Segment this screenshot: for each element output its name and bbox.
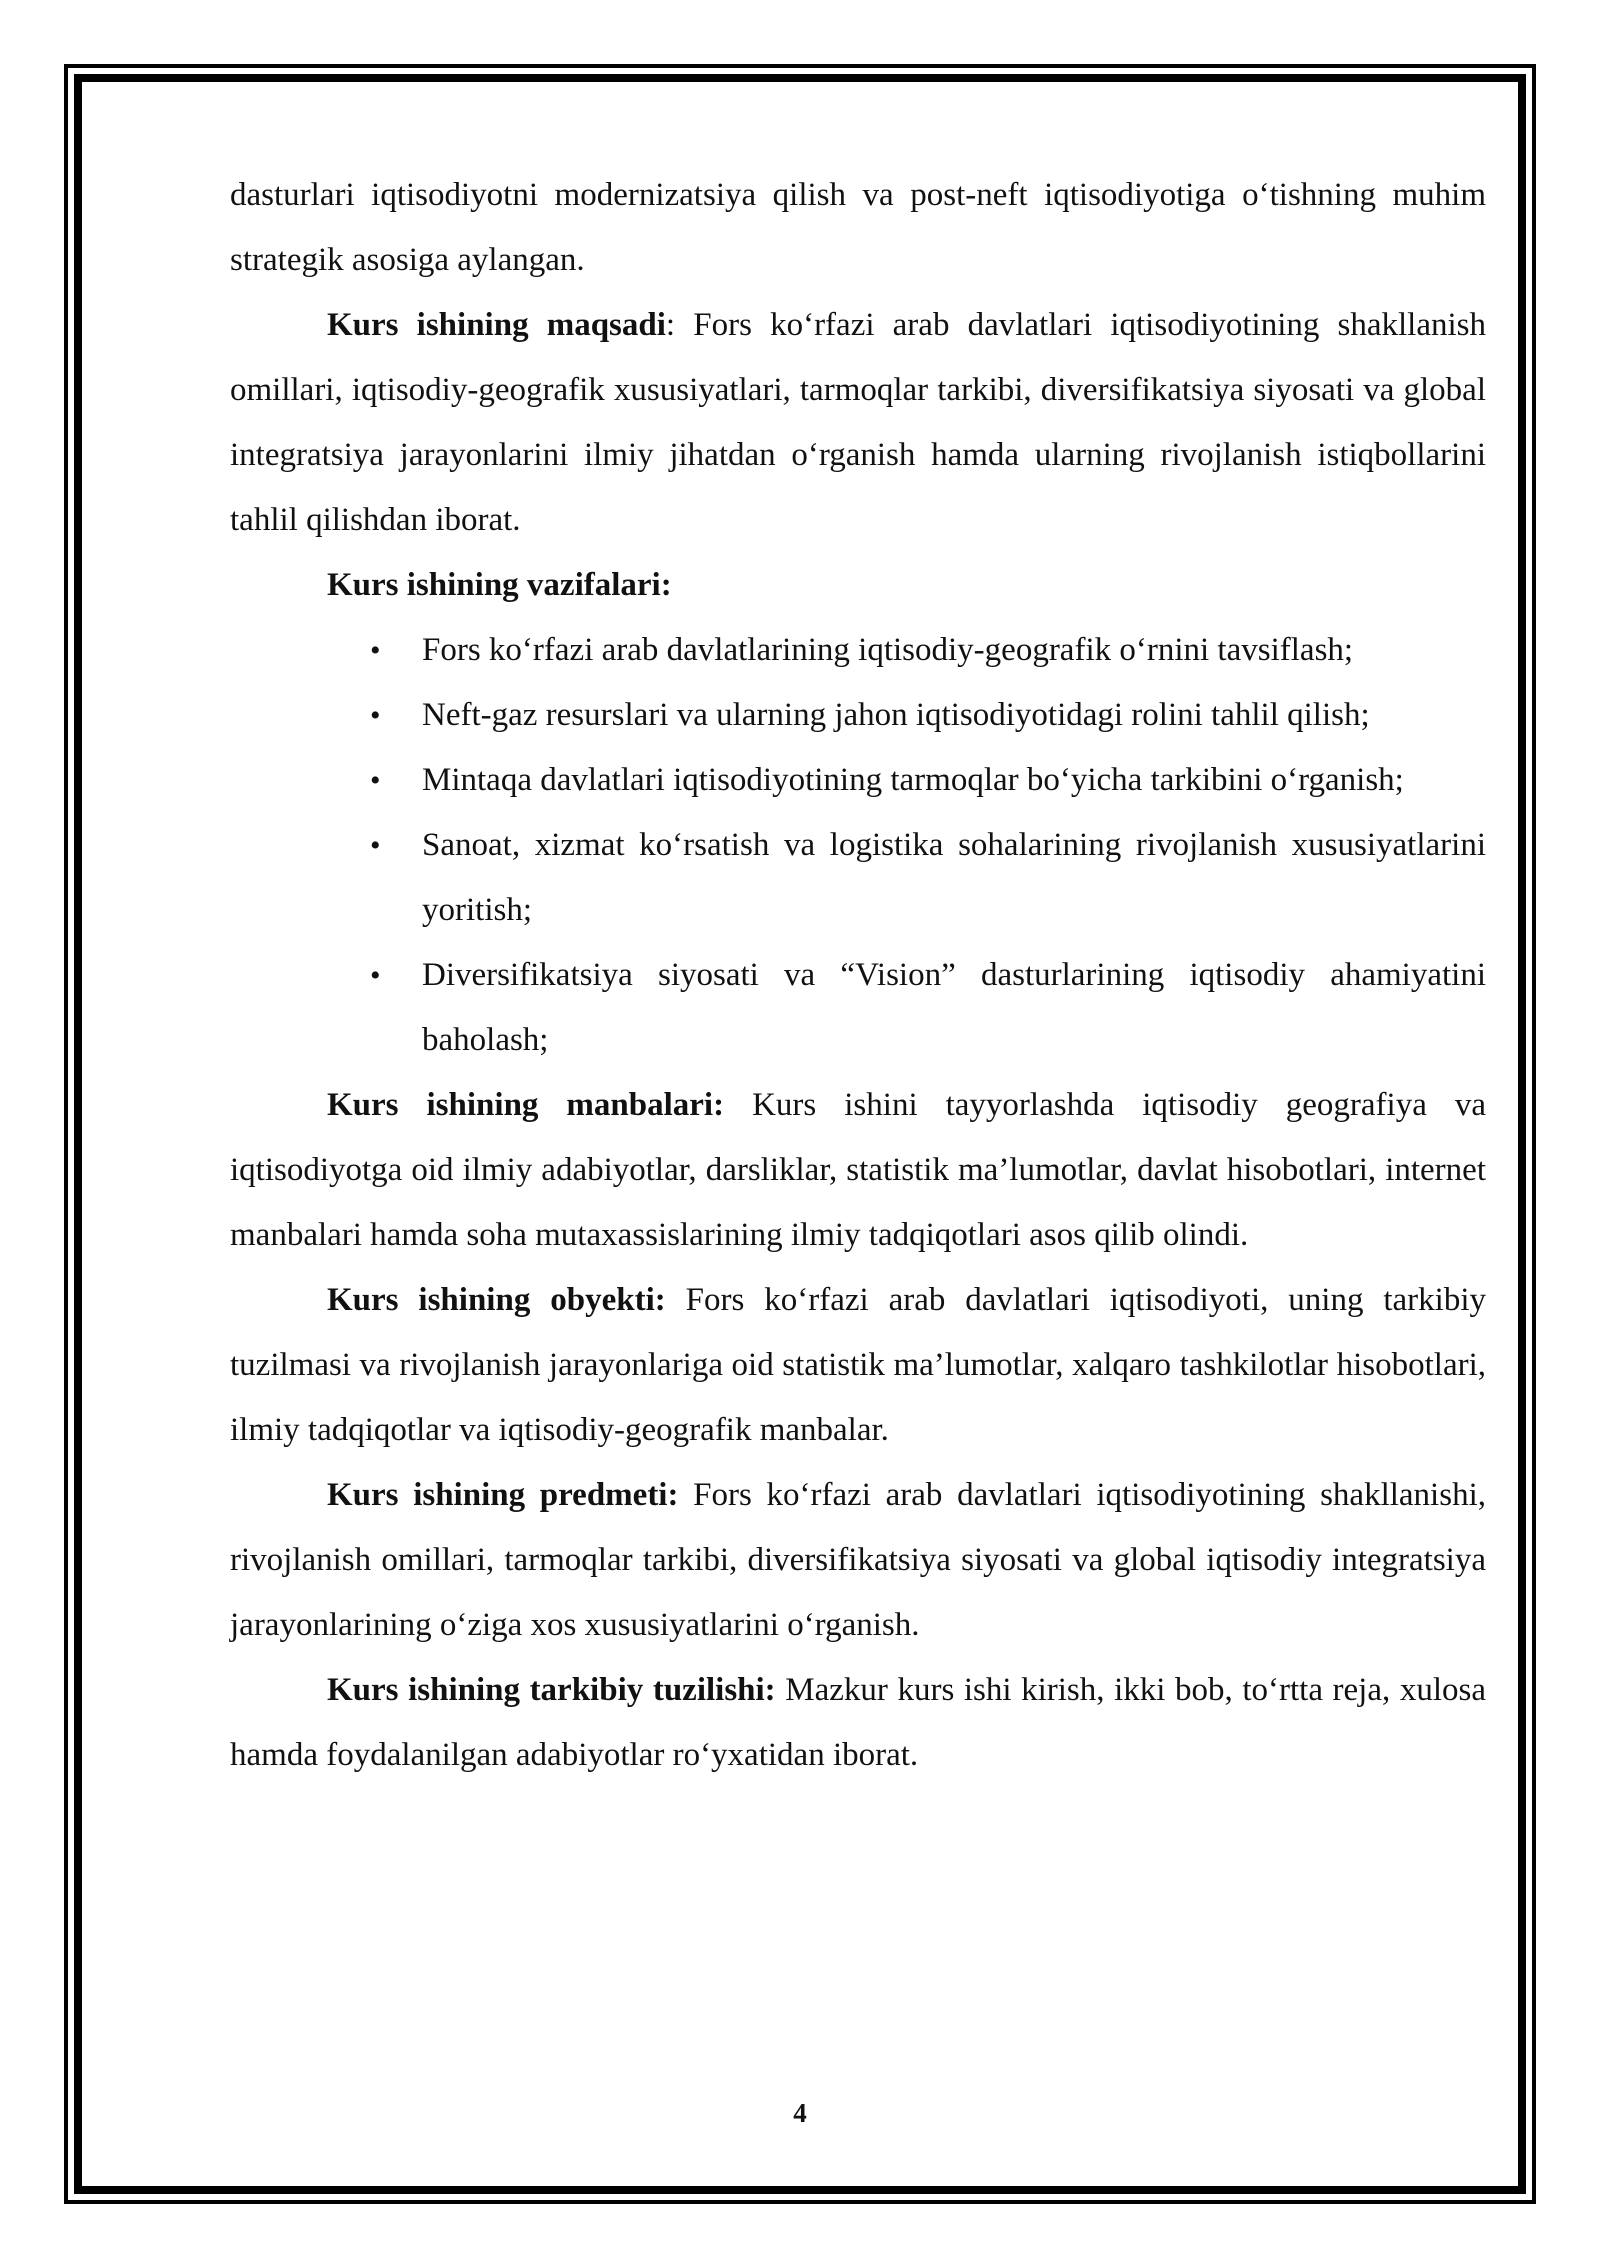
bullet-icon: • [370,829,381,862]
goal-label: Kurs ishining maqsadi [327,307,666,343]
bullet-icon: • [370,764,381,797]
subject-paragraph [230,1463,1486,1658]
sources-label: Kurs ishining manbalari: [327,1087,725,1123]
structure-text: Mazkur kurs ishi kirish, ikki bob, to‘rtta reja, xulosa hamda foydalanilgan adabiyotlar ro‘yxatidan iborat. [230,1672,1486,1773]
object-paragraph [230,1268,1486,1463]
tasks-label: Kurs ishining vazifalari: [327,567,672,603]
tasks-heading [230,553,1486,618]
object-label: Kurs ishining obyekti: [327,1282,666,1318]
goal-paragraph [230,293,1486,553]
bullet-icon: • [370,634,381,667]
sources-paragraph [230,1073,1486,1268]
list-item-text: Diversifikatsiya siyosati va “Vision” dasturlarining iqtisodiy ahamiyatini baholash; [422,957,1486,1058]
list-item-text: Fors ko‘rfazi arab davlatlarining iqtisodiy-geografik o‘rnini tavsiflash; [422,632,1354,668]
subject-label: Kurs ishining predmeti: [327,1477,679,1513]
sources-text: Kurs ishini tayyorlashda iqtisodiy geografiya va iqtisodiyotga oid ilmiy adabiyotlar, darsliklar, statistik ma’lumotlar, davlat hisobotlari, internet manbalari hamda soha mutaxassislarining ilmiy tadqiqotlari asos qilib olindi. [230,1087,1486,1253]
bullet-icon: • [370,699,381,732]
structure-label: Kurs ishining tarkibiy tuzilishi: [327,1672,776,1708]
list-item-text: Neft-gaz resurslari va ularning jahon iqtisodiyotidagi rolini tahlil qilish; [422,697,1370,733]
goal-text: Fors ko‘rfazi arab davlatlari iqtisodiyotining shakllanish omillari, iqtisodiy-geografik xususiyatlari, tarmoqlar tarkibi, diversifikatsiya siyosati va global integratsiya jarayonlarini ilmiy jihatdan o‘rganish hamda ularning rivojlanish istiqbollarini tahlil qilishdan iborat. [230,307,1486,538]
bullet-icon: • [370,959,381,992]
list-item [230,813,1486,943]
document-body [230,163,1486,1788]
list-item [230,748,1486,813]
page-number: 4 [793,2098,807,2128]
subject-text: Fors ko‘rfazi arab davlatlari iqtisodiyotining shakllanishi, rivojlanish omillari, tarmoqlar tarkibi, diversifikatsiya siyosati va global iqtisodiy integratsiya jarayonlarining o‘ziga xos xususiyatlarini o‘rganish. [230,1477,1486,1643]
list-item [230,683,1486,748]
list-item [230,943,1486,1073]
list-item [230,618,1486,683]
paragraph-continuation: dasturlari iqtisodiyotni modernizatsiya qilish va post-neft iqtisodiyotiga o‘tishning muhim strategik asosiga aylangan. [230,177,1486,278]
list-item-text: Sanoat, xizmat ko‘rsatish va logistika sohalarining rivojlanish xususiyatlarini yoritish; [422,827,1486,928]
tasks-list [230,618,1486,1073]
object-text: Fors ko‘rfazi arab davlatlari iqtisodiyoti, uning tarkibiy tuzilmasi va rivojlanish jarayonlariga oid statistik ma’lumotlar, xalqaro tashkilotlar hisobotlari, ilmiy tadqiqotlar va iqtisodiy-geografik manbalar. [230,1282,1486,1448]
structure-paragraph [230,1658,1486,1788]
list-item-text: Mintaqa davlatlari iqtisodiyotining tarmoqlar bo‘yicha tarkibini o‘rganish; [422,762,1404,798]
goal-separator: : [665,307,694,343]
